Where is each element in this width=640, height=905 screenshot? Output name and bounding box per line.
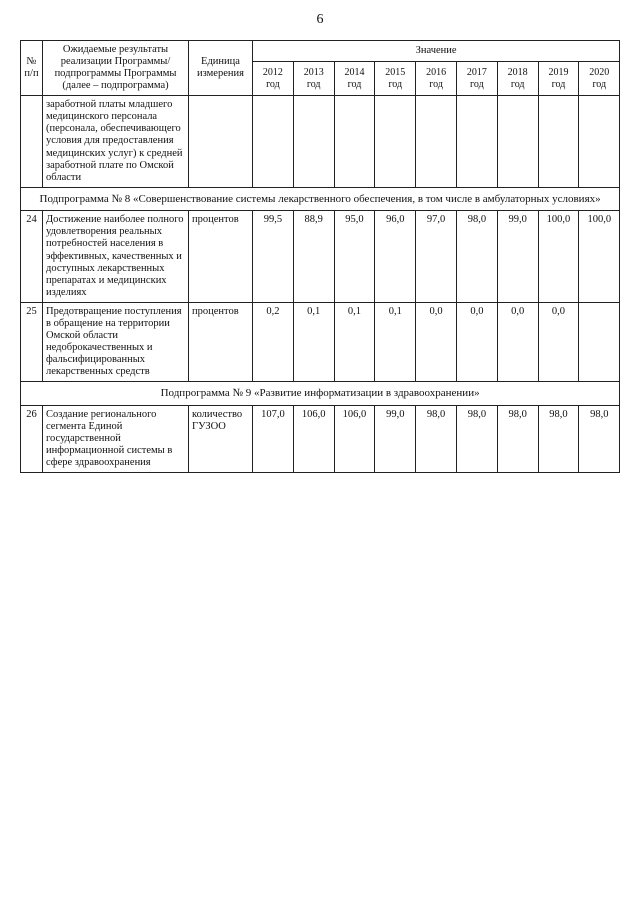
row-value: 106,0 (293, 405, 334, 472)
header-year: 2012 год (253, 62, 294, 96)
header-year: 2014 год (334, 62, 375, 96)
row-value: 99,0 (375, 405, 416, 472)
subprogram-9-title: Подпрограмма № 9 «Развитие информатизации в здравоохранении» (21, 382, 620, 406)
row-value (375, 96, 416, 187)
row-unit: процентов (189, 211, 253, 302)
row-value: 97,0 (416, 211, 457, 302)
header-value: Значение (253, 41, 620, 62)
row-value (579, 96, 620, 187)
row-value: 99,5 (253, 211, 294, 302)
table-row (21, 211, 620, 302)
header-year: 2018 год (497, 62, 538, 96)
row-value: 98,0 (456, 211, 497, 302)
row-value: 0,1 (375, 302, 416, 381)
row-result: Достижение наиболее полного удовлетворения реальных потребностей населения в эффективных, качественных и доступных лекарственных препаратах и медицинских изделиях (43, 211, 189, 302)
row-num: 24 (21, 211, 43, 302)
header-unit: Единица измерения (189, 41, 253, 96)
row-value: 106,0 (334, 405, 375, 472)
subprogram-row (21, 382, 620, 406)
row-result: Создание регионального сегмента Единой государственной информационной системы в сфере здравоохранения (43, 405, 189, 472)
row-value (416, 96, 457, 187)
header-year: 2013 год (293, 62, 334, 96)
row-value: 98,0 (579, 405, 620, 472)
row-num: 26 (21, 405, 43, 472)
row-value: 0,0 (497, 302, 538, 381)
row-value (538, 96, 579, 187)
row-value (293, 96, 334, 187)
table-row (21, 405, 620, 472)
indicators-table (20, 40, 620, 473)
row-value: 0,0 (538, 302, 579, 381)
page-number: 6 (316, 12, 324, 27)
row-result: Предотвращение поступления в обращение на территории Омской области недоброкачественных и фальсифицированных лекарственных средств (43, 302, 189, 381)
row-value: 99,0 (497, 211, 538, 302)
row-value: 0,0 (416, 302, 457, 381)
row-value: 0,0 (456, 302, 497, 381)
row-unit (189, 96, 253, 187)
header-year: 2020 год (579, 62, 620, 96)
row-value: 107,0 (253, 405, 294, 472)
row-value: 98,0 (538, 405, 579, 472)
table-row (21, 96, 620, 187)
row-value: 98,0 (416, 405, 457, 472)
row-value: 98,0 (456, 405, 497, 472)
row-value (334, 96, 375, 187)
row-result: заработной платы младшего медицинского персонала (персонала, обеспечивающего условия для предоставления медицинских услуг) к средней заработной плате по Омской области (43, 96, 189, 187)
row-unit: количество ГУЗОО (189, 405, 253, 472)
row-value: 0,2 (253, 302, 294, 381)
row-num: 25 (21, 302, 43, 381)
header-row (21, 41, 620, 62)
row-value: 96,0 (375, 211, 416, 302)
row-value: 95,0 (334, 211, 375, 302)
row-value (579, 302, 620, 381)
row-value (253, 96, 294, 187)
header-year: 2015 год (375, 62, 416, 96)
row-value: 0,1 (293, 302, 334, 381)
header-year: 2017 год (456, 62, 497, 96)
table-row (21, 302, 620, 381)
subprogram-8-title: Подпрограмма № 8 «Совершенствование системы лекарственного обеспечения, в том числе в амбулаторных условиях» (21, 187, 620, 211)
header-year: 2019 год (538, 62, 579, 96)
header-result: Ожидаемые результаты реализации Программы/подпрограммы Программы (далее – подпрограмма) (43, 41, 189, 96)
row-value: 100,0 (579, 211, 620, 302)
row-num (21, 96, 43, 187)
row-value: 0,1 (334, 302, 375, 381)
row-value (497, 96, 538, 187)
header-year: 2016 год (416, 62, 457, 96)
row-value (456, 96, 497, 187)
subprogram-row (21, 187, 620, 211)
row-value: 98,0 (497, 405, 538, 472)
row-value: 100,0 (538, 211, 579, 302)
header-num: № п/п (21, 41, 43, 96)
row-unit: процентов (189, 302, 253, 381)
row-value: 88,9 (293, 211, 334, 302)
